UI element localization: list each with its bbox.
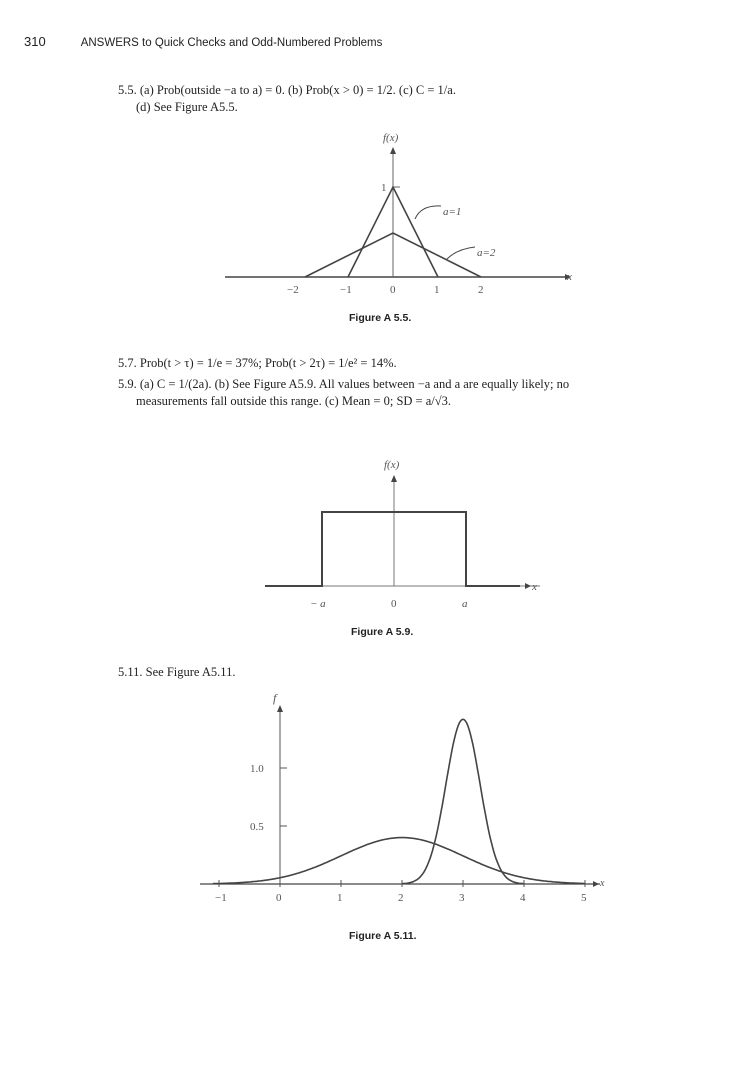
fig55-label-a2-leader: [447, 247, 475, 259]
fig55-x-tick-label-2: 0: [390, 284, 396, 296]
figure-a5-11: [190, 690, 620, 920]
fig511-x-tick-label-3: 2: [398, 892, 404, 904]
answer-5-5-line2: (d) See Figure A5.5.: [136, 100, 238, 114]
fig59-x-tick-label-2: a: [462, 598, 468, 610]
answer-5-9: [118, 376, 618, 410]
fig55-y-arrow: [390, 147, 396, 154]
fig59-x-tick-label-0: − a: [310, 598, 326, 610]
fig59-series-uniform: [265, 512, 520, 586]
fig511-x-tick-label-0: −1: [215, 892, 227, 904]
answer-5-11: [118, 664, 618, 681]
fig511-y-arrow: [277, 705, 283, 712]
caption-figure-a5-9: Figure A 5.9.: [351, 626, 414, 638]
answer-5-5: [118, 82, 618, 116]
fig511-series-narrow: [402, 719, 524, 883]
fig55-label-a1-leader: [415, 206, 441, 219]
answer-5-11-text: 5.11. See Figure A5.11.: [118, 665, 236, 679]
fig511-x-tick-label-6: 5: [581, 892, 587, 904]
page-header: [24, 34, 382, 50]
answer-5-7-text: 5.7. Prob(t > τ) = 1/e = 37%; Prob(t > 2τ) = 1/e² = 14%.: [118, 356, 397, 370]
page-number: 310: [24, 34, 46, 49]
fig511-series-wide: [213, 838, 585, 884]
fig55-label-a1: a=1: [443, 206, 462, 218]
answer-5-9-text: 5.9. (a) C = 1/(2a). (b) See Figure A5.9. All values between −a and a are equally likely; no measurements fall outside this range. (c) Mean = 0; SD = a/√3.: [118, 377, 570, 408]
fig59-x-label: x: [532, 581, 537, 593]
answer-5-7: [118, 355, 618, 372]
fig55-x-label: x: [567, 271, 572, 283]
fig55-label-a2: a=2: [477, 247, 496, 259]
fig59-x-tick-label-1: 0: [391, 598, 397, 610]
fig511-x-tick-label-1: 0: [276, 892, 282, 904]
fig511-x-tick-label-5: 4: [520, 892, 526, 904]
fig55-y-label: f(x): [383, 132, 399, 144]
fig511-y-tick-label-1: 1.0: [250, 763, 264, 775]
answer-5-5-line1: 5.5. (a) Prob(outside −a to a) = 0. (b) Prob(x > 0) = 1/2. (c) C = 1/a.: [118, 83, 456, 97]
fig55-x-tick-label-0: −2: [287, 284, 299, 296]
fig55-x-tick-label-1: −1: [340, 284, 352, 296]
caption-figure-a5-11: Figure A 5.11.: [349, 930, 417, 942]
caption-figure-a5-5: Figure A 5.5.: [349, 312, 412, 324]
figure-a5-9: [250, 448, 550, 618]
fig59-y-arrow: [391, 475, 397, 482]
fig511-x-label: x: [600, 878, 605, 889]
fig55-y-tick-label-1: 1: [381, 182, 387, 194]
fig511-x-arrow: [593, 881, 599, 887]
fig511-x-tick-label-4: 3: [459, 892, 465, 904]
running-title: ANSWERS to Quick Checks and Odd-Numbered Problems: [80, 37, 383, 49]
fig55-x-tick-label-4: 2: [478, 284, 484, 296]
fig55-x-tick-label-3: 1: [434, 284, 440, 296]
figure-a5-5: [205, 125, 585, 305]
fig59-x-arrow: [525, 583, 531, 589]
fig511-x-tick-label-2: 1: [337, 892, 343, 904]
fig511-y-label: f: [273, 691, 277, 705]
fig59-y-label: f(x): [384, 459, 400, 471]
fig511-y-tick-label-0: 0.5: [250, 821, 264, 833]
